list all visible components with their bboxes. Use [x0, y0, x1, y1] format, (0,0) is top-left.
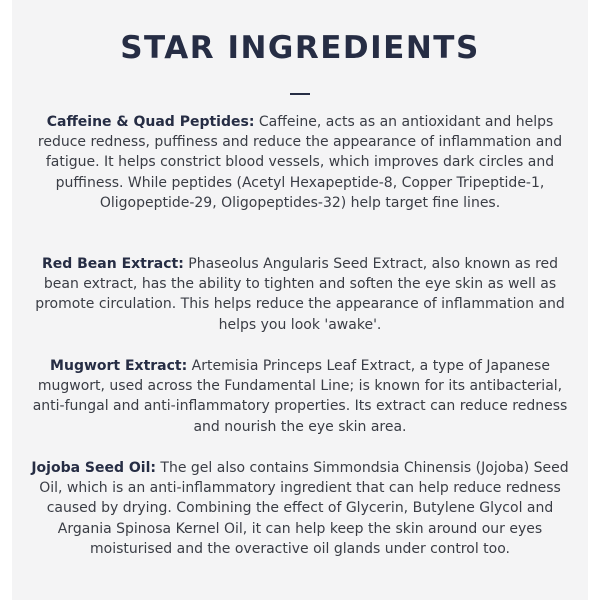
ingredient-name: Caffeine & Quad Peptides:	[46, 114, 255, 130]
ingredients-panel	[12, 0, 588, 600]
ingredient-name: Jojoba Seed Oil:	[31, 460, 156, 476]
ingredient-caffeine-peptides	[26, 112, 574, 213]
ingredient-jojoba-seed-oil	[26, 458, 574, 559]
ingredient-name: Red Bean Extract:	[41, 256, 184, 272]
ingredient-description: The gel also contains Simmondsia Chinensis (Jojoba) Seed Oil, which is an anti-inflammatory ingredient that can help reduce redness caused by drying. Combining the effect of Glycerin, Butylene Glycol and Argania Spinosa Kernel Oil, it can help keep the skin around our eyes moisturised and the overactive oil glands under control too.	[39, 460, 569, 557]
ingredient-name: Mugwort Extract:	[50, 358, 188, 374]
ingredient-description: Caffeine, acts as an antioxidant and helps reduce redness, puffiness and reduce the appearance of inflammation and fatigue. It helps constrict blood vessels, which improves dark circles and puffiness. While peptides (Acetyl Hexapeptide-8, Copper Tripeptide-1, Oligopeptide-29, Oligopeptides-32) help target fine lines.	[37, 114, 563, 211]
ingredient-red-bean-extract	[26, 254, 574, 335]
title-divider	[290, 93, 310, 95]
ingredient-description: Phaseolus Angularis Seed Extract, also known as red bean extract, has the ability to tighten and soften the eye skin as well as promote circulation. This helps reduce the appearance of inflammation and helps you look 'awake'.	[35, 256, 565, 333]
ingredient-mugwort-extract	[26, 356, 574, 437]
page-title: STAR INGREDIENTS	[120, 30, 480, 66]
ingredient-description: Artemisia Princeps Leaf Extract, a type of Japanese mugwort, used across the Fundamental Line; is known for its antibacterial, anti-fungal and anti-inflammatory properties. Its extract can reduce redness and nourish the eye skin area.	[32, 358, 568, 435]
